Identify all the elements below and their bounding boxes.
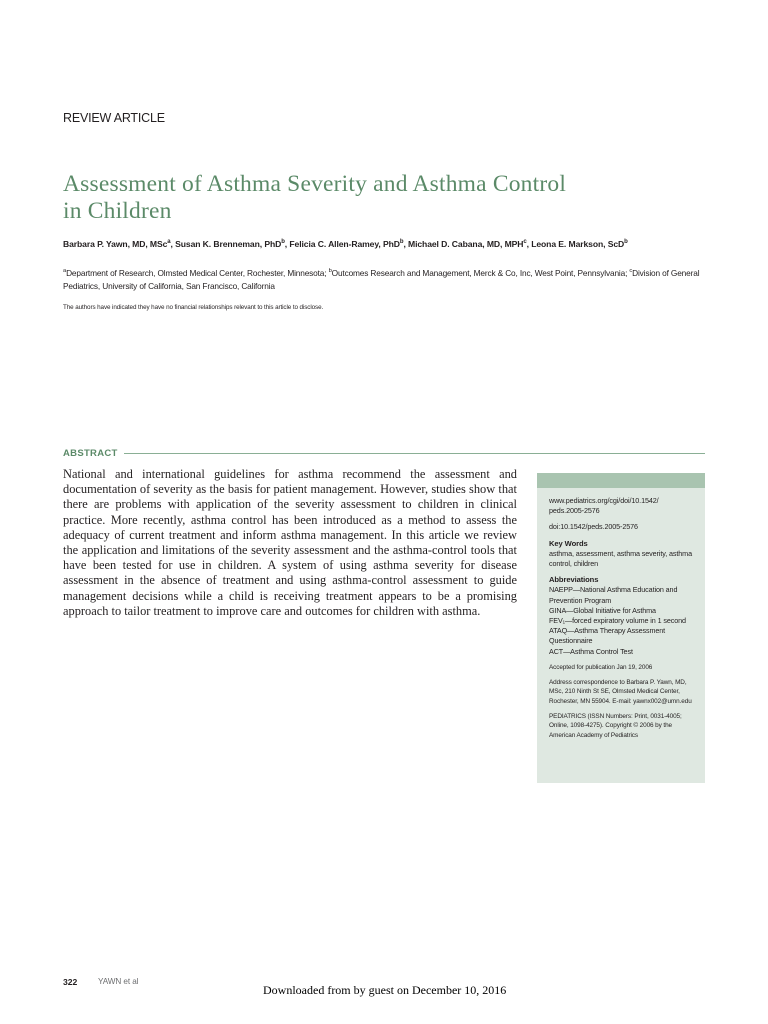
author-affiliation-mark: a — [167, 239, 171, 246]
sidebar-header-bar — [537, 473, 705, 488]
abbreviation-item: GINA—Global Initiative for Asthma — [549, 605, 656, 615]
author-affiliation-mark: b — [281, 239, 285, 246]
title-line-2: in Children — [63, 198, 172, 224]
correspondence-address: Address correspondence to Barbara P. Yawn, MD, MSc, 210 Ninth St SE, Olmsted Medical Center, Rochester, MN 55904. E-mail: yawnx002@umn.edu — [549, 679, 692, 705]
abstract-label: ABSTRACT — [63, 447, 118, 459]
affiliation-text: Outcomes Research and Management, Merck & Co, Inc, West Point, Pennsylvania; — [331, 268, 630, 278]
affiliations — [63, 267, 708, 293]
author-name: Felicia C. Allen-Ramey, PhD — [289, 239, 400, 249]
affiliation-text: Division of General Pediatrics, University of California, San Francisco, California — [63, 268, 700, 291]
abbreviation-item: NAEPP—National Asthma Education and Prevention Program — [549, 585, 678, 605]
author-name: Leona E. Markson, ScD — [531, 239, 625, 249]
title-line-1: Assessment of Asthma Severity and Asthma Control — [63, 171, 567, 197]
section-label: REVIEW ARTICLE — [63, 111, 165, 125]
article-title — [63, 171, 723, 225]
article-url-line-2[interactable]: peds.2005-2576 — [549, 506, 600, 516]
abbreviations-list — [549, 585, 699, 656]
abstract-text: National and international guidelines for asthma recommend the assessment and documentation of severity as the basis for patient management. However, studies show that there are problems with application of the severity assessment to children in clinical practice. More recently, asthma control has been introduced as a method to assess the adequacy of current treatment and inform asthma management. In this article we review the application and limitations of the severity assessment and the asthma-control tools that have been tested for use in children. A system of using asthma severity for disease assessment in the absence of treatment and using asthma-control assessment to guide management decisions while a child is receiving treatment appears to be a promising approach to tailor treatment to improve care and outcomes for children with asthma. — [63, 467, 517, 618]
download-note: Downloaded from by guest on December 10, 2016 — [263, 983, 507, 997]
affiliation-mark: a — [63, 268, 67, 275]
financial-disclosure: The authors have indicated they have no financial relationships relevant to this article to disclose. — [63, 304, 324, 311]
issn-copyright: PEDIATRICS (ISSN Numbers: Print, 0031-4005; Online, 1098-4275). Copyright © 2006 by the American Academy of Pediatrics — [549, 713, 682, 739]
article-url-line-1[interactable]: www.pediatrics.org/cgi/doi/10.1542/ — [549, 496, 659, 505]
keywords-list: asthma, assessment, asthma severity, asthma control, children — [549, 548, 692, 569]
author-affiliation-mark: b — [624, 239, 628, 246]
keywords-heading: Key Words — [549, 538, 588, 548]
author-list: Barbara P. Yawn, MD, MSc$^a$, Susan K. Brenneman, PhD$^b$, Felicia C. Allen-Ramey, PhD$^b$, Michael D. Cabana, MD, MPH$^c$, Leona E. Markson, ScD$^b$ — [63, 239, 628, 249]
abbreviation-item: ATAQ—Asthma Therapy Assessment Questionnaire — [549, 626, 666, 646]
article-doi: doi:10.1542/peds.2005-2576 — [549, 522, 638, 532]
author-name: Michael D. Cabana, MD, MPH — [408, 239, 524, 249]
sidebar-content — [549, 496, 699, 746]
abbreviations-heading: Abbreviations — [549, 575, 599, 585]
page-number: 322 — [63, 977, 78, 987]
abstract-divider — [124, 453, 705, 454]
affiliation-text: Department of Research, Olmsted Medical Center, Rochester, Minnesota; — [66, 268, 329, 278]
author-name: Susan K. Brenneman, PhD — [175, 239, 282, 249]
affiliation-mark: b — [328, 268, 332, 275]
abbreviation-item: FEV₁—forced expiratory volume in 1 second — [549, 616, 686, 626]
article-url[interactable] — [549, 496, 699, 516]
author-affiliation-mark: c — [523, 239, 527, 246]
affiliation-mark: c — [629, 268, 633, 275]
abstract-header — [63, 446, 705, 460]
author-name: Barbara P. Yawn, MD, MSc — [63, 239, 168, 249]
abbreviation-item: ACT—Asthma Control Test — [549, 646, 633, 656]
accepted-date: Accepted for publication Jan 19, 2006 — [549, 663, 653, 671]
article-info-sidebar — [537, 473, 705, 783]
author-affiliation-mark: b — [399, 239, 404, 246]
running-head: YAWN et al — [98, 977, 139, 986]
